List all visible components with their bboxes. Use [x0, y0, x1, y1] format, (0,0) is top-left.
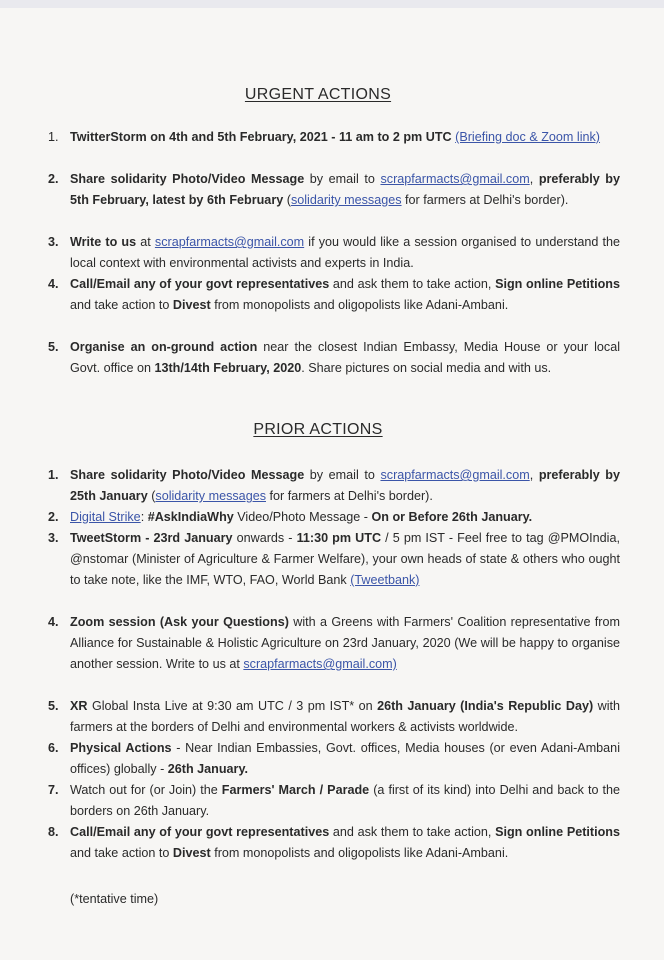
email-link[interactable]: scrapfarmacts@gmail.com [380, 468, 530, 482]
urgent-actions-heading: URGENT ACTIONS [244, 86, 392, 103]
urgent-actions-list [28, 127, 620, 400]
digital-strike-link[interactable]: Digital Strike [70, 510, 141, 524]
list-item: 5. XR Global Insta Live at 9:30 am UTC / 3 pm IST* on 26th January (India's Republic Day) with farmers at the borders of Delhi and environmental workers & activists worldwide. [48, 699, 620, 734]
prior-actions-list [28, 465, 620, 885]
prior-actions-heading: PRIOR ACTIONS [253, 421, 383, 438]
list-item: 8. Call/Email any of your govt representatives and ask them to take action, Sign online Petitions and take action to Divest from monopolists and oligopolists like Adani-Ambani. [48, 825, 621, 860]
list-item: 4. Zoom session (Ask your Questions) with a Greens with Farmers' Coalition representative from Alliance for Sustainable & Holistic Agriculture on 23rd January, 2020 (We will be happy to organise another session. Write to us at scrapfarmacts@gmail.com) [48, 615, 620, 671]
list-item: 4. Call/Email any of your govt representatives and ask them to take action, Sign online Petitions and take action to Divest from monopolists and oligopolists like Adani-Ambani. [48, 277, 621, 312]
list-item: 7. Watch out for (or Join) the Farmers' March / Parade (a first of its kind) into Delhi and back to the borders on 26th January. [48, 783, 620, 818]
list-item: 5. Organise an on-ground action near the closest Indian Embassy, Media House or your local Govt. office on 13th/14th February, 2020. Share pictures on social media and with us. [48, 340, 620, 375]
solidarity-messages-link[interactable]: solidarity messages [290, 193, 402, 207]
top-bar [0, 0, 664, 8]
solidarity-messages-link[interactable]: solidarity messages [155, 489, 266, 503]
tentative-time-note: (*tentative time) [70, 892, 159, 906]
tweetbank-link[interactable]: (Tweetbank) [350, 573, 420, 587]
list-item: 6. Physical Actions - Near Indian Embassies, Govt. offices, Media houses (or even Adani-Ambani offices) globally - 26th January. [48, 741, 620, 776]
email-link[interactable]: scrapfarmacts@gmail.com [380, 172, 530, 186]
list-item: 2. Share solidarity Photo/Video Message by email to scrapfarmacts@gmail.com, preferably by 5th February, latest by 6th February (solidarity messages for farmers at Delhi's border). [48, 172, 620, 207]
email-link[interactable]: scrapfarmacts@gmail.com) [243, 657, 397, 671]
list-item: 3. Write to us at scrapfarmacts@gmail.com if you would like a session organised to understand the local context with environmental activists and experts in India. [48, 235, 620, 270]
list-item: 2. Digital Strike: #AskIndiaWhy Video/Photo Message - On or Before 26th January. [48, 510, 533, 524]
briefing-doc-link[interactable]: (Briefing doc & Zoom link) [455, 130, 601, 144]
list-item: 3. TweetStorm - 23rd January onwards - 11:30 pm UTC / 5 pm IST - Feel free to tag @PMOIndia, @nstomar (Minister of Agriculture & Farmer Welfare), your own heads of state & others who ought to take note, like the IMF, WTO, FAO, World Bank (Tweetbank) [48, 531, 620, 587]
list-item: 1. TwitterStorm on 4th and 5th February, 2021 - 11 am to 2 pm UTC (Briefing doc & Zoom link) [48, 130, 601, 144]
email-link[interactable]: scrapfarmacts@gmail.com [154, 235, 305, 249]
list-item: 1. Share solidarity Photo/Video Message by email to scrapfarmacts@gmail.com, preferably by 25th January (solidarity messages for farmers at Delhi's border). [48, 468, 620, 503]
